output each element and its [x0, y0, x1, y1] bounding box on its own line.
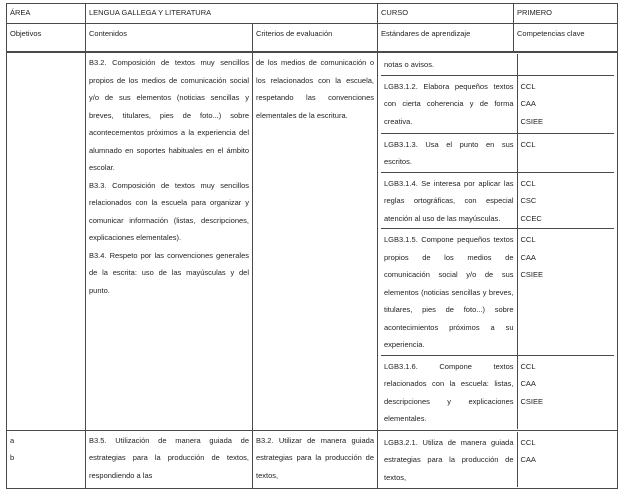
estandar-row: [381, 133, 614, 172]
header-row-columns: [7, 24, 618, 53]
competencia-item: CCL: [520, 437, 536, 447]
estandar-row: [381, 54, 614, 75]
curriculum-document: [6, 3, 618, 489]
table-header: [7, 4, 618, 53]
estandar-text: LGB3.1.3. Usa el punto en sus escritos.: [384, 139, 514, 166]
criterios-cell: [253, 52, 378, 430]
competencias-cell: [517, 54, 614, 75]
area-label: ÁREA: [7, 4, 86, 24]
curso-label: CURSO: [378, 4, 514, 24]
competencia-item: CAA: [520, 99, 536, 108]
estandar-text: LGB3.1.6. Compone textos relacionados con la escuela: listas, descripciones y explicaciones elementales.: [384, 361, 514, 423]
criterio-item: B3.2. Utilizar de manera guiada estrategias para la producción de textos,: [256, 435, 375, 480]
estandar-cell: [381, 54, 517, 75]
competencia-item: CCL: [520, 235, 536, 244]
criterio-item: de los medios de comunicación o los relacionados con la escuela, respetando las convenciones elementales de la escritura.: [256, 58, 375, 120]
column-header-estandares: Estándares de aprendizaje: [378, 24, 514, 53]
competencias-cell: [517, 172, 614, 229]
competencia-item: CSC: [520, 196, 537, 205]
competencia-item: CCEC: [520, 213, 542, 223]
estandar-cell: [381, 133, 517, 172]
estandares-subtable: [381, 432, 614, 488]
competencia-item: CCL: [520, 81, 536, 91]
contenido-item: B3.3. Composición de textos muy sencillos relacionados con la escuela para organizar y comunicar información (listas, descripciones, explicaciones elementales).: [89, 180, 249, 242]
objetivo-item: b: [10, 453, 15, 462]
contenido-item: B3.5. Utilización de manera guiada de estrategias para la producción de textos, respondiendo a las: [89, 435, 249, 480]
estandar-text: LGB3.1.5. Compone pequeños textos propios de los medios de comunicación social y/o de sus elementos (noticias sencillas y breves, titulares, pies de foto...) sobre acontecimientos próximos a su experiencia.: [384, 235, 514, 349]
table-body: [7, 52, 618, 489]
competencias-cell: [517, 355, 614, 429]
estandar-cell: [381, 75, 517, 133]
objetivos-cell: [7, 52, 86, 430]
competencias-cell: [517, 229, 614, 356]
estandar-text: LGB3.1.4. Se interesa por aplicar las reglas ortográficas, con especial atención al uso de las mayúsculas.: [384, 178, 514, 223]
curriculum-table: [6, 3, 618, 489]
competencia-item: CSIEE: [520, 396, 544, 406]
estandar-cell: [381, 172, 517, 229]
estandares-subtable: [381, 54, 614, 429]
column-header-contenidos: Contenidos: [86, 24, 253, 53]
estandar-row: [381, 172, 614, 229]
curso-value: PRIMERO: [514, 4, 618, 24]
estandar-row: [381, 355, 614, 429]
competencia-item: CCL: [520, 178, 536, 188]
estandares-competencias-cell: [378, 52, 618, 430]
estandar-row: [381, 229, 614, 356]
objetivo-item: a: [10, 435, 15, 445]
competencias-cell: [517, 432, 614, 488]
competencias-cell: [517, 133, 614, 172]
column-header-competencias: Competencias clave: [514, 24, 618, 53]
estandar-cell: [381, 229, 517, 356]
contenido-item: B3.4. Respeto por las convenciones generales de la escrita: uso de las mayúsculas y del punto.: [89, 250, 249, 295]
area-value: LENGUA GALLEGA Y LITERATURA: [86, 4, 378, 24]
column-header-criterios: Criterios de evaluación: [253, 24, 378, 53]
contenido-item: B3.2. Composición de textos muy sencillos propios de los medios de comunicación social y/o de sus elementos (noticias sencillas y breves, titulares, pies de foto...) sobre acontecementos próximos a la experiencia del alumnado en soportes habituales en el ámbito escolar.: [89, 58, 249, 172]
competencia-item: CAA: [520, 379, 536, 388]
competencia-item: CAA: [520, 252, 536, 262]
competencia-item: CSIEE: [520, 270, 544, 279]
estandar-cell: [381, 355, 517, 429]
competencia-item: CAA: [520, 455, 536, 464]
estandar-text: LGB3.1.2. Elabora pequeños textos con cierta coherencia y de forma creativa.: [384, 81, 514, 126]
estandar-row: [381, 432, 614, 488]
competencia-item: CCL: [520, 361, 536, 371]
estandar-text: LGB3.2.1. Utiliza de manera guiada estrategias para la producción de textos,: [384, 437, 514, 482]
header-row-area: [7, 4, 618, 24]
competencia-item: CSIEE: [520, 116, 544, 126]
competencias-cell: [517, 75, 614, 133]
estandar-cell: [381, 432, 517, 488]
contenidos-cell: [86, 52, 253, 430]
table-row: [7, 52, 618, 430]
estandar-row: [381, 75, 614, 133]
estandar-text: notas o avisos.: [384, 60, 435, 69]
column-header-objetivos: Objetivos: [7, 24, 86, 53]
competencia-item: CCL: [520, 139, 536, 149]
